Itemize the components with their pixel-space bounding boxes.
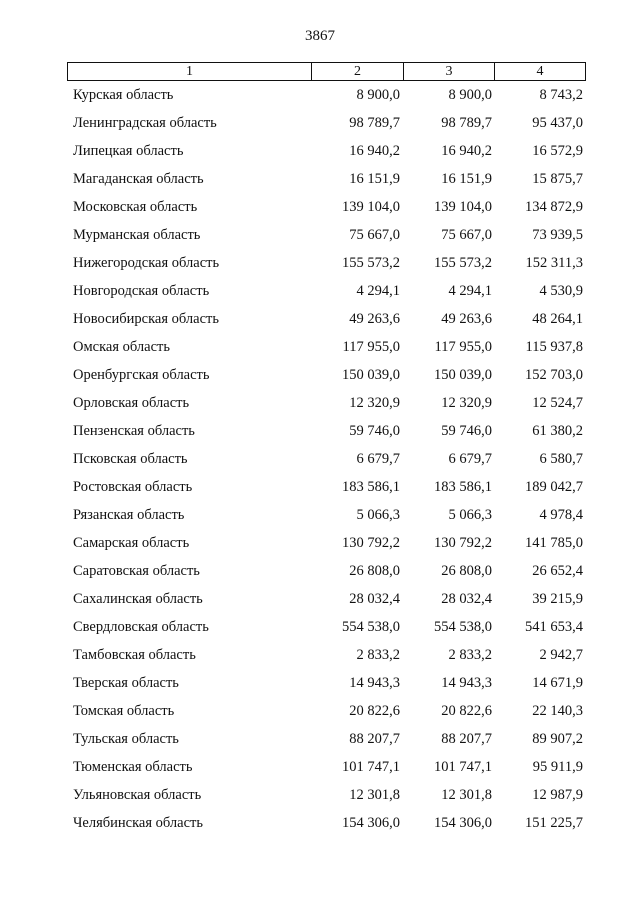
- region-name: Тверская область: [73, 675, 179, 691]
- value-col-3: 8 900,0: [448, 87, 492, 103]
- table-row: [0, 193, 640, 221]
- value-col-3: 98 789,7: [441, 115, 492, 131]
- table-row: [0, 389, 640, 417]
- value-col-4: 541 653,4: [525, 619, 583, 635]
- region-name: Пензенская область: [73, 423, 195, 439]
- value-col-2: 554 538,0: [342, 619, 400, 635]
- value-col-2: 49 263,6: [349, 311, 400, 327]
- value-col-2: 12 301,8: [349, 787, 400, 803]
- value-col-4: 141 785,0: [525, 535, 583, 551]
- value-col-4: 6 580,7: [539, 451, 583, 467]
- value-col-3: 88 207,7: [441, 731, 492, 747]
- table-row: [0, 809, 640, 837]
- value-col-4: 12 524,7: [532, 395, 583, 411]
- header-col-1: 1: [68, 63, 312, 80]
- region-name: Орловская область: [73, 395, 190, 411]
- value-col-4: 152 703,0: [525, 367, 583, 383]
- table-row: [0, 221, 640, 249]
- table-row: [0, 697, 640, 725]
- value-col-4: 134 872,9: [525, 199, 583, 215]
- value-col-3: 20 822,6: [441, 703, 492, 719]
- value-col-3: 28 032,4: [441, 591, 492, 607]
- value-col-3: 154 306,0: [434, 815, 492, 831]
- table-row: [0, 613, 640, 641]
- header-col-4: 4: [536, 64, 544, 79]
- value-col-3: 75 667,0: [441, 227, 492, 243]
- value-col-2: 117 955,0: [342, 339, 400, 355]
- value-col-4: 15 875,7: [532, 171, 583, 187]
- table-row: [0, 333, 640, 361]
- table-header: [67, 62, 586, 81]
- region-name: Липецкая область: [73, 143, 184, 159]
- region-name: Ленинградская область: [73, 115, 217, 131]
- value-col-4: 151 225,7: [525, 815, 583, 831]
- value-col-3: 130 792,2: [434, 535, 492, 551]
- region-name: Новосибирская область: [73, 311, 219, 327]
- value-col-3: 16 151,9: [441, 171, 492, 187]
- header-col-3: 3: [404, 63, 495, 80]
- value-col-2: 75 667,0: [349, 227, 400, 243]
- table-row: [0, 165, 640, 193]
- value-col-4: 95 437,0: [532, 115, 583, 131]
- value-col-3: 183 586,1: [434, 479, 492, 495]
- value-col-4: 152 311,3: [525, 255, 583, 271]
- value-col-2: 5 066,3: [356, 507, 400, 523]
- value-col-3: 117 955,0: [434, 339, 492, 355]
- region-name: Челябинская область: [73, 815, 203, 831]
- value-col-3: 150 039,0: [434, 367, 492, 383]
- value-col-2: 154 306,0: [342, 815, 400, 831]
- region-name: Нижегородская область: [73, 255, 220, 271]
- value-col-4: 95 911,9: [532, 759, 583, 775]
- value-col-4: 2 942,7: [539, 647, 583, 663]
- value-col-2: 20 822,6: [349, 703, 400, 719]
- region-name: Сахалинская область: [73, 591, 203, 607]
- region-name: Томская область: [73, 703, 175, 719]
- table-row: [0, 249, 640, 277]
- table-body: [0, 81, 640, 837]
- region-name: Мурманская область: [73, 227, 201, 243]
- value-col-4: 22 140,3: [532, 703, 583, 719]
- value-col-2: 101 747,1: [342, 759, 400, 775]
- value-col-4: 189 042,7: [525, 479, 583, 495]
- table-row: [0, 137, 640, 165]
- header-col-2: 2: [312, 63, 404, 80]
- region-name: Ростовская область: [73, 479, 193, 495]
- value-col-2: 155 573,2: [342, 255, 400, 271]
- region-name: Тамбовская область: [73, 647, 196, 663]
- value-col-3: 101 747,1: [434, 759, 492, 775]
- value-col-2: 88 207,7: [349, 731, 400, 747]
- table-row: [0, 81, 640, 109]
- table-row: [0, 641, 640, 669]
- value-col-2: 150 039,0: [342, 367, 400, 383]
- region-name: Омская область: [73, 339, 170, 355]
- value-col-2: 12 320,9: [349, 395, 400, 411]
- value-col-2: 4 294,1: [356, 283, 400, 299]
- value-col-3: 49 263,6: [441, 311, 492, 327]
- value-col-2: 183 586,1: [342, 479, 400, 495]
- table-row: [0, 753, 640, 781]
- value-col-2: 16 151,9: [349, 171, 400, 187]
- value-col-3: 554 538,0: [434, 619, 492, 635]
- value-col-3: 139 104,0: [434, 199, 492, 215]
- table-row: [0, 445, 640, 473]
- value-col-4: 8 743,2: [539, 87, 583, 103]
- value-col-4: 89 907,2: [532, 731, 583, 747]
- value-col-4: 4 530,9: [539, 283, 583, 299]
- value-col-4: 12 987,9: [532, 787, 583, 803]
- region-name: Московская область: [73, 199, 198, 215]
- region-name: Оренбургская область: [73, 367, 210, 383]
- table-row: [0, 781, 640, 809]
- value-col-3: 14 943,3: [441, 675, 492, 691]
- value-col-4: 4 978,4: [539, 507, 583, 523]
- value-col-3: 12 320,9: [441, 395, 492, 411]
- value-col-3: 5 066,3: [448, 507, 492, 523]
- table-row: [0, 277, 640, 305]
- value-col-2: 6 679,7: [356, 451, 400, 467]
- value-col-3: 26 808,0: [441, 563, 492, 579]
- region-name: Ульяновская область: [73, 787, 202, 803]
- value-col-3: 2 833,2: [448, 647, 492, 663]
- value-col-2: 139 104,0: [342, 199, 400, 215]
- value-col-4: 48 264,1: [532, 311, 583, 327]
- value-col-3: 6 679,7: [448, 451, 492, 467]
- region-name: Тюменская область: [73, 759, 193, 775]
- table-row: [0, 725, 640, 753]
- value-col-3: 4 294,1: [448, 283, 492, 299]
- value-col-2: 28 032,4: [349, 591, 400, 607]
- value-col-3: 59 746,0: [441, 423, 492, 439]
- region-name: Рязанская область: [73, 507, 185, 523]
- table-row: [0, 109, 640, 137]
- value-col-3: 16 940,2: [441, 143, 492, 159]
- value-col-4: 61 380,2: [532, 423, 583, 439]
- region-name: Самарская область: [73, 535, 190, 551]
- value-col-2: 16 940,2: [349, 143, 400, 159]
- table-row: [0, 501, 640, 529]
- table-row: [0, 529, 640, 557]
- value-col-2: 26 808,0: [349, 563, 400, 579]
- value-col-3: 155 573,2: [434, 255, 492, 271]
- table-row: [0, 557, 640, 585]
- value-col-4: 39 215,9: [532, 591, 583, 607]
- value-col-3: 12 301,8: [441, 787, 492, 803]
- region-name: Тульская область: [73, 731, 179, 747]
- page-number: 3867: [305, 28, 335, 44]
- table-row: [0, 585, 640, 613]
- value-col-2: 2 833,2: [356, 647, 400, 663]
- table-row: [0, 417, 640, 445]
- region-name: Псковская область: [73, 451, 188, 467]
- table-row: [0, 361, 640, 389]
- value-col-4: 73 939,5: [532, 227, 583, 243]
- value-col-2: 98 789,7: [349, 115, 400, 131]
- region-name: Магаданская область: [73, 171, 204, 187]
- table-row: [0, 473, 640, 501]
- region-name: Курская область: [73, 87, 174, 103]
- region-name: Свердловская область: [73, 619, 209, 635]
- region-name: Саратовская область: [73, 563, 200, 579]
- table-row: [0, 305, 640, 333]
- value-col-4: 26 652,4: [532, 563, 583, 579]
- value-col-2: 14 943,3: [349, 675, 400, 691]
- value-col-2: 8 900,0: [356, 87, 400, 103]
- value-col-2: 59 746,0: [349, 423, 400, 439]
- value-col-4: 14 671,9: [532, 675, 583, 691]
- value-col-4: 16 572,9: [532, 143, 583, 159]
- value-col-2: 130 792,2: [342, 535, 400, 551]
- value-col-4: 115 937,8: [525, 339, 583, 355]
- table-row: [0, 669, 640, 697]
- region-name: Новгородская область: [73, 283, 210, 299]
